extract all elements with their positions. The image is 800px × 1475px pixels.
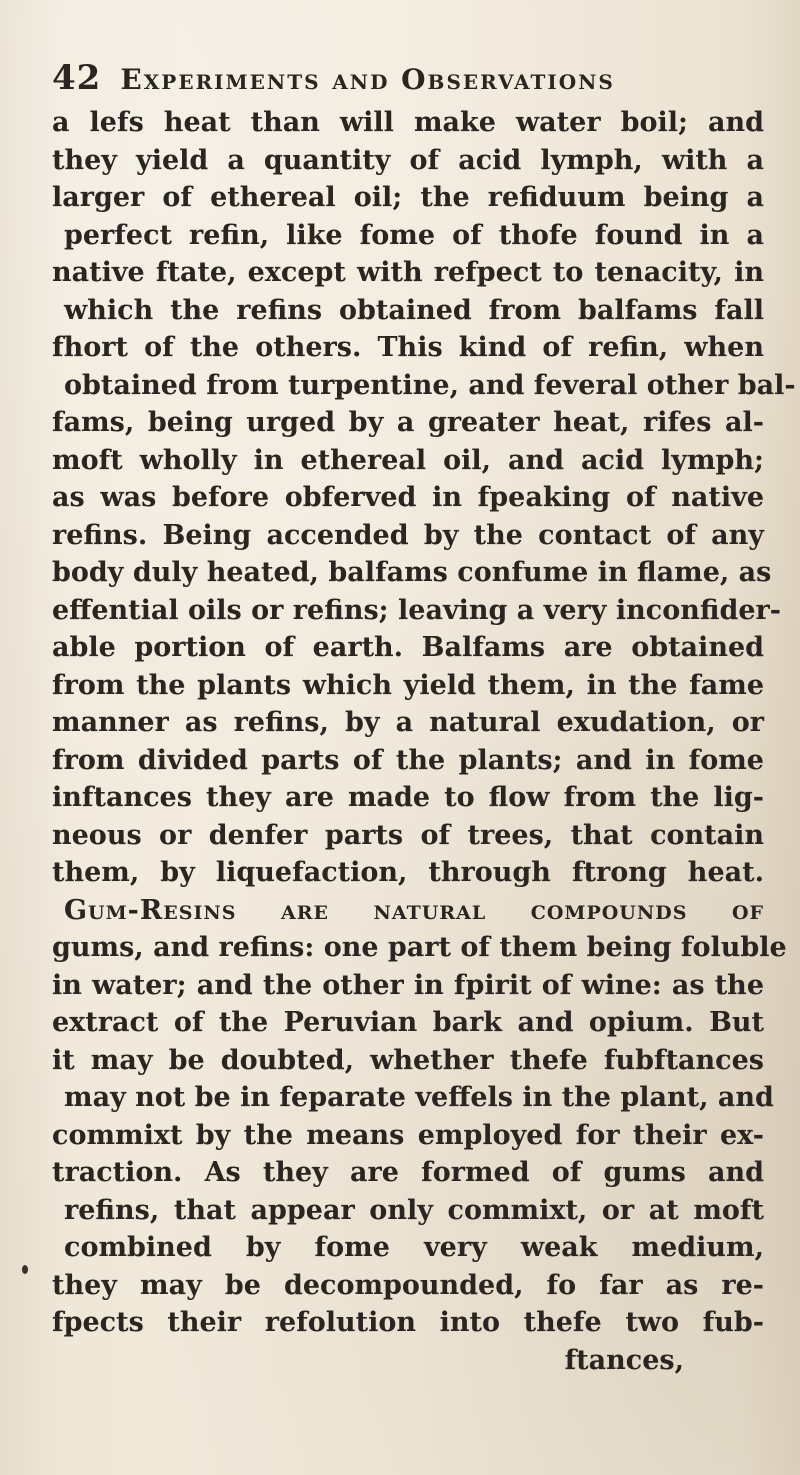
running-head	[52, 58, 752, 102]
text-line: from the plants which yield them, in the fame	[52, 669, 764, 701]
ink-speck	[22, 1265, 28, 1274]
text-line: gums, and refins: one part of them being foluble	[52, 932, 787, 963]
text-line: may not be in feparate veffels in the plant, and	[64, 1082, 774, 1113]
text-line: refins, that appear only commixt, or at moft	[64, 1194, 764, 1226]
text-line: as was before obferved in fpeaking of native	[52, 482, 764, 513]
text-line: a lefs heat than will make water boil; and	[52, 107, 764, 138]
text-line: Gum-Resins are natural compounds of	[64, 894, 764, 926]
catchword: ftances,	[564, 1344, 684, 1376]
text-line: inftances they are made to flow from the lig-	[52, 782, 764, 813]
text-line: commixt by the means employed for their ex-	[52, 1119, 764, 1151]
text-line: extract of the Peruvian bark and opium. But	[52, 1007, 764, 1038]
text-line: fhort of the others. This kind of refin, when	[52, 332, 764, 363]
running-head-title: Experiments and Observations	[120, 63, 615, 96]
text-line: obtained from turpentine, and feveral other bal-	[64, 369, 796, 401]
text-line: it may be doubted, whether thefe fubftances	[52, 1044, 764, 1076]
text-line: fams, being urged by a greater heat, rifes al-	[52, 407, 764, 438]
text-line: in water; and the other in fpirit of wine: as the	[52, 969, 764, 1001]
text-line: able portion of earth. Balfams are obtained	[52, 632, 764, 663]
text-line: which the refins obtained from balfams fall	[64, 294, 764, 326]
text-line: they may be decompounded, fo far as re-	[52, 1269, 764, 1301]
text-line: neous or denfer parts of trees, that contain	[52, 819, 764, 851]
text-line: they yield a quantity of acid lymph, with a	[52, 144, 764, 176]
text-line: refins. Being accended by the contact of any	[52, 519, 764, 551]
text-line: perfect refin, like fome of thofe found in a	[64, 219, 764, 251]
text-line: traction. As they are formed of gums and	[52, 1157, 764, 1188]
text-line: manner as refins, by a natural exudation, or	[52, 707, 764, 738]
text-line: from divided parts of the plants; and in fome	[52, 744, 764, 776]
page-number: 42	[52, 58, 102, 98]
text-line: larger of ethereal oil; the refiduum being a	[52, 182, 764, 213]
text-line: body duly heated, balfams confume in flame, as	[52, 557, 772, 588]
text-line: effential oils or refins; leaving a very inconfider-	[52, 594, 781, 626]
text-line: native ftate, except with refpect to tenacity, in	[52, 257, 764, 288]
text-line: moft wholly in ethereal oil, and acid lymph;	[52, 444, 764, 476]
text-line: fpects their refolution into thefe two fub-	[52, 1307, 764, 1338]
text-line: them, by liquefaction, through ftrong heat.	[52, 857, 764, 888]
body-text	[52, 104, 796, 1379]
text-line: combined by fome very weak medium,	[64, 1232, 764, 1263]
